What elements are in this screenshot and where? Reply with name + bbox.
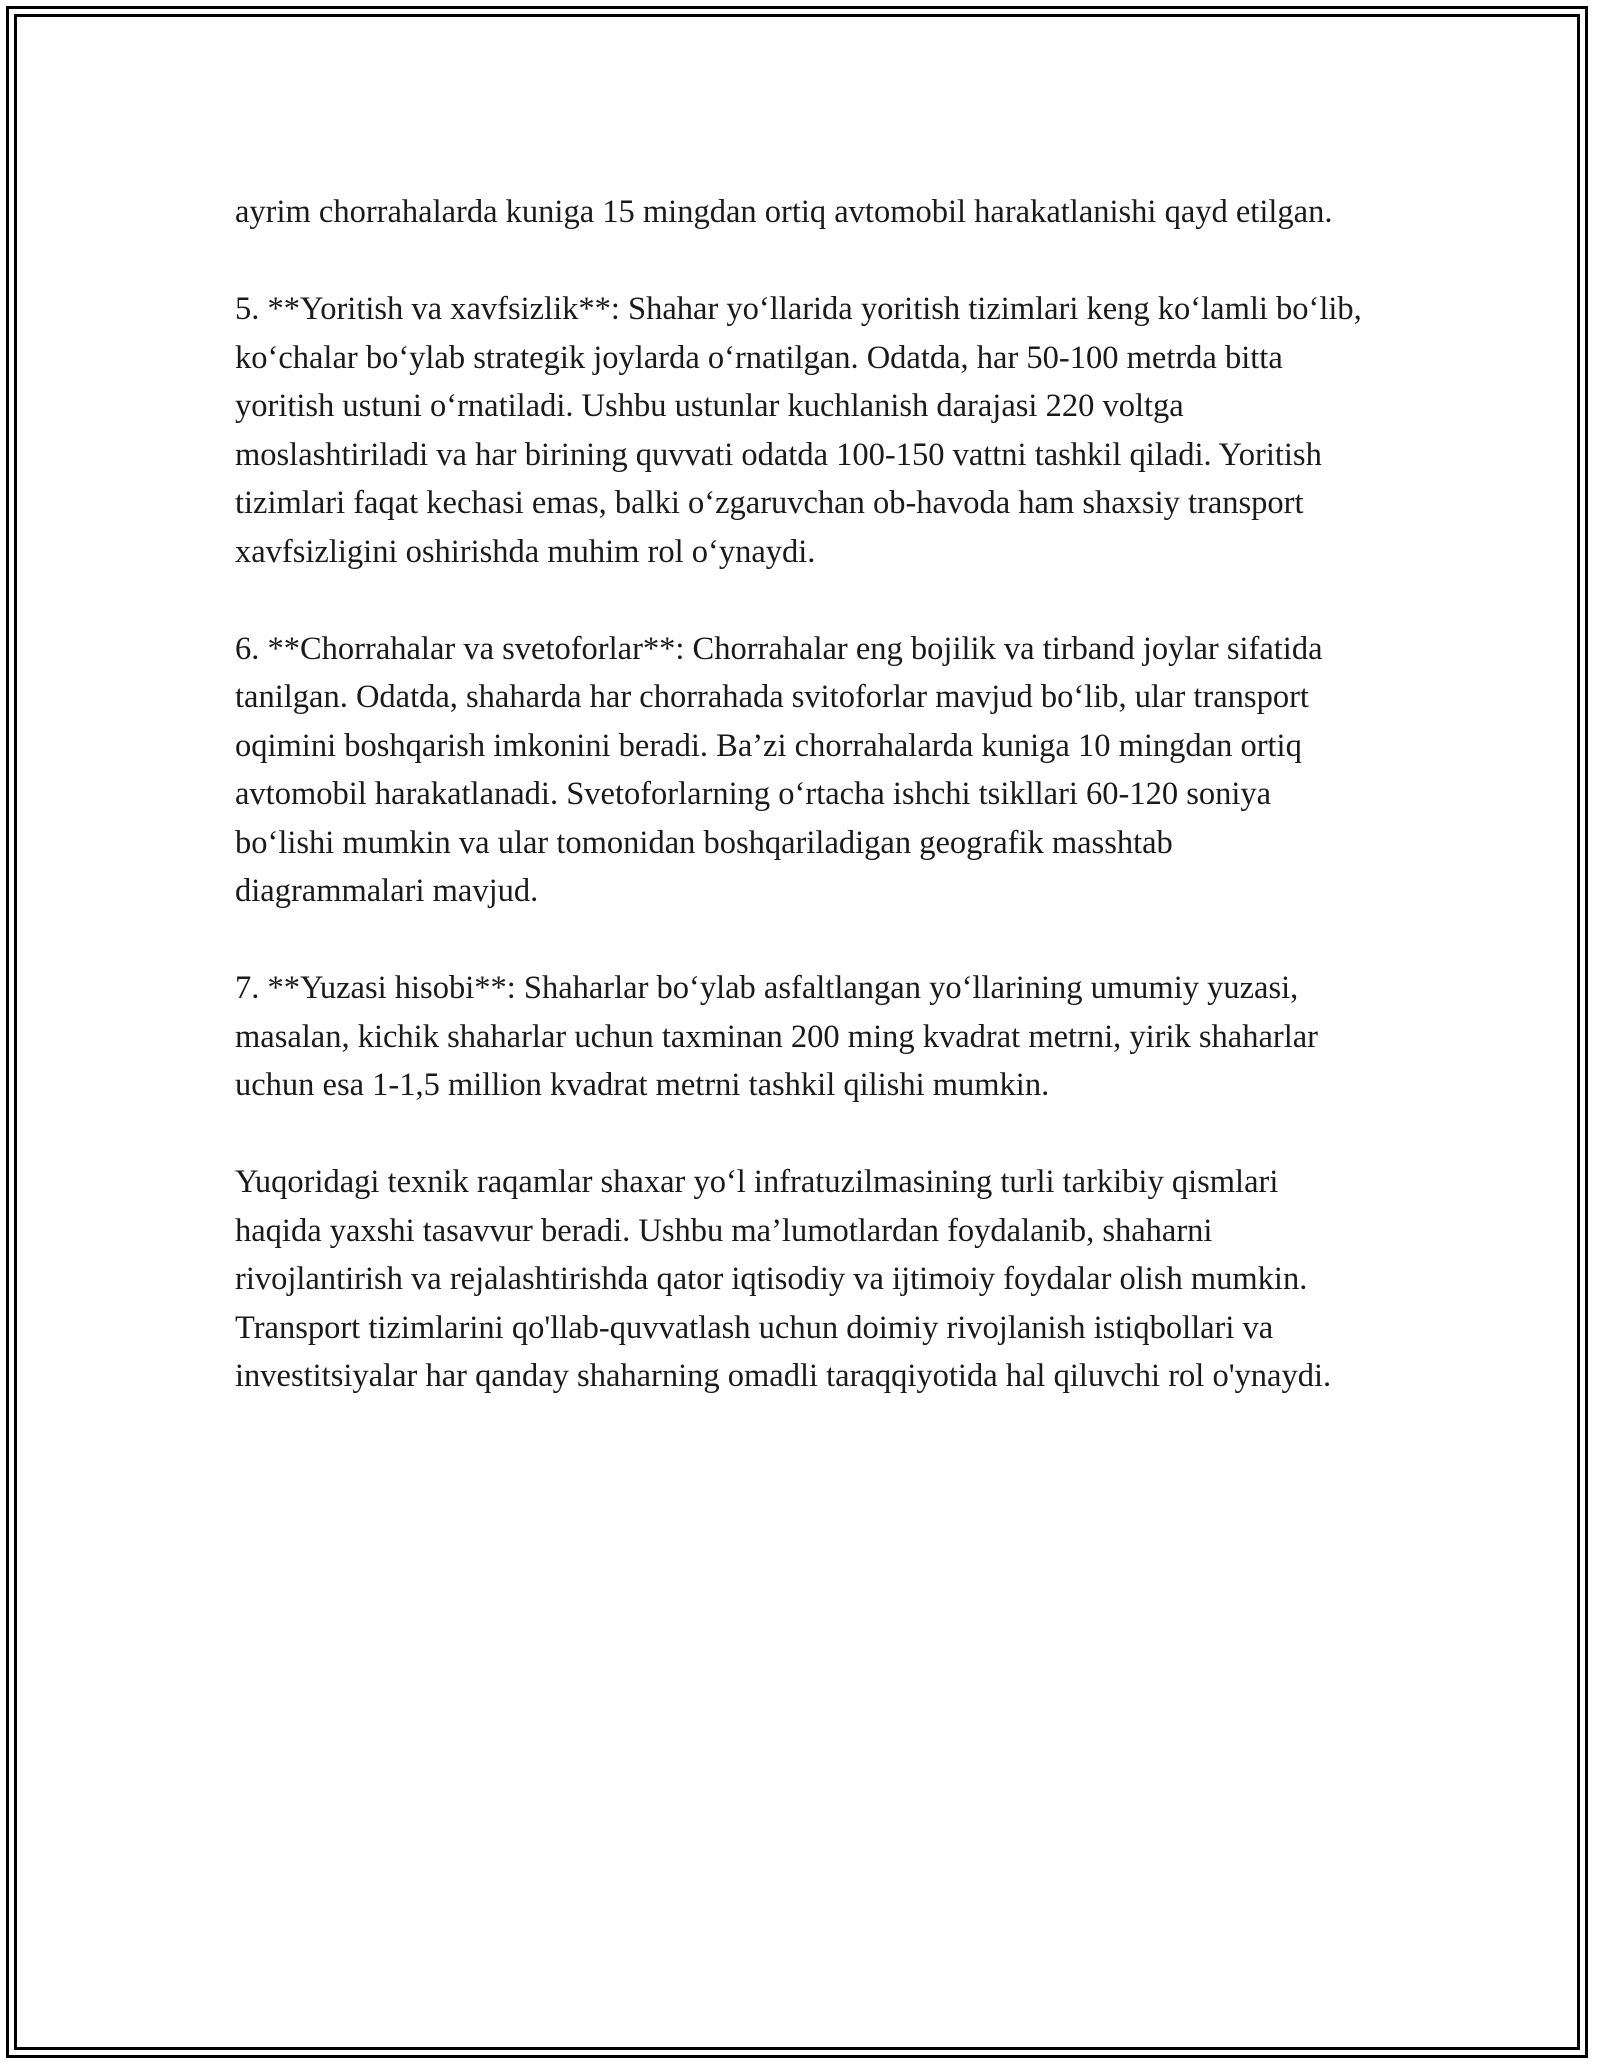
paragraph-intersections-traffic-lights: 6. **Chorrahalar va svetoforlar**: Chorrahalar eng bojilik va tirband joylar sifatida tanilgan. Odatda, shaharda har chorrahada svitoforlar mavjud bo‘lib, ular transport oqimini boshqarish imkonini beradi. Ba’zi chorrahalarda kuniga 10 mingdan ortiq avtomobil harakatlanadi. Svetoforlarning o‘rtacha ishchi tsikllari 60-120 soniya bo‘lishi mumkin va ular tomonidan boshqariladigan geografik masshtab diagrammalari mavjud. [235, 630, 1323, 909]
paragraph-continuation: ayrim chorrahalarda kuniga 15 mingdan ortiq avtomobil harakatlanishi qayd etilgan. [235, 194, 1333, 230]
paragraph-lighting-safety: 5. **Yoritish va xavfsizlik**: Shahar yo‘llarida yoritish tizimlari keng ko‘lamli bo‘lib, ko‘chalar bo‘ylab strategik joylarda o‘rnatilgan. Odatda, har 50-100 metrda bitta yoritish ustuni o‘rnatiladi. Ushbu ustunlar kuchlanish darajasi 220 voltga moslashtiriladi va har birining quvvati odatda 100-150 vattni tashkil qiladi. Yoritish tizimlari faqat kechasi emas, balki o‘zgaruvchan ob-havoda ham shaxsiy transport xavfsizligini oshirishda muhim rol o‘ynaydi. [235, 291, 1362, 570]
paragraph-surface-area: 7. **Yuzasi hisobi**: Shaharlar bo‘ylab asfaltlangan yo‘llarining umumiy yuzasi, masalan, kichik shaharlar uchun taxminan 200 ming kvadrat metrni, yirik shaharlar uchun esa 1-1,5 million kvadrat metrni tashkil qilishi mumkin. [235, 970, 1319, 1103]
document-body [235, 188, 1370, 1449]
paragraph-conclusion: Yuqoridagi texnik raqamlar shaxar yo‘l infratuzilmasining turli tarkibiy qismlari haqida yaxshi tasavvur beradi. Ushbu ma’lumotlardan foydalanib, shaharni rivojlantirish va rejalashtirishda qator iqtisodiy va ijtimoiy foydalar olish mumkin. Transport tizimlarini qo'llab-quvvatlash uchun doimiy rivojlanish istiqbollari va investitsiyalar har qanday shaharning omadli taraqqiyotida hal qiluvchi rol o'ynaydi. [235, 1164, 1332, 1394]
